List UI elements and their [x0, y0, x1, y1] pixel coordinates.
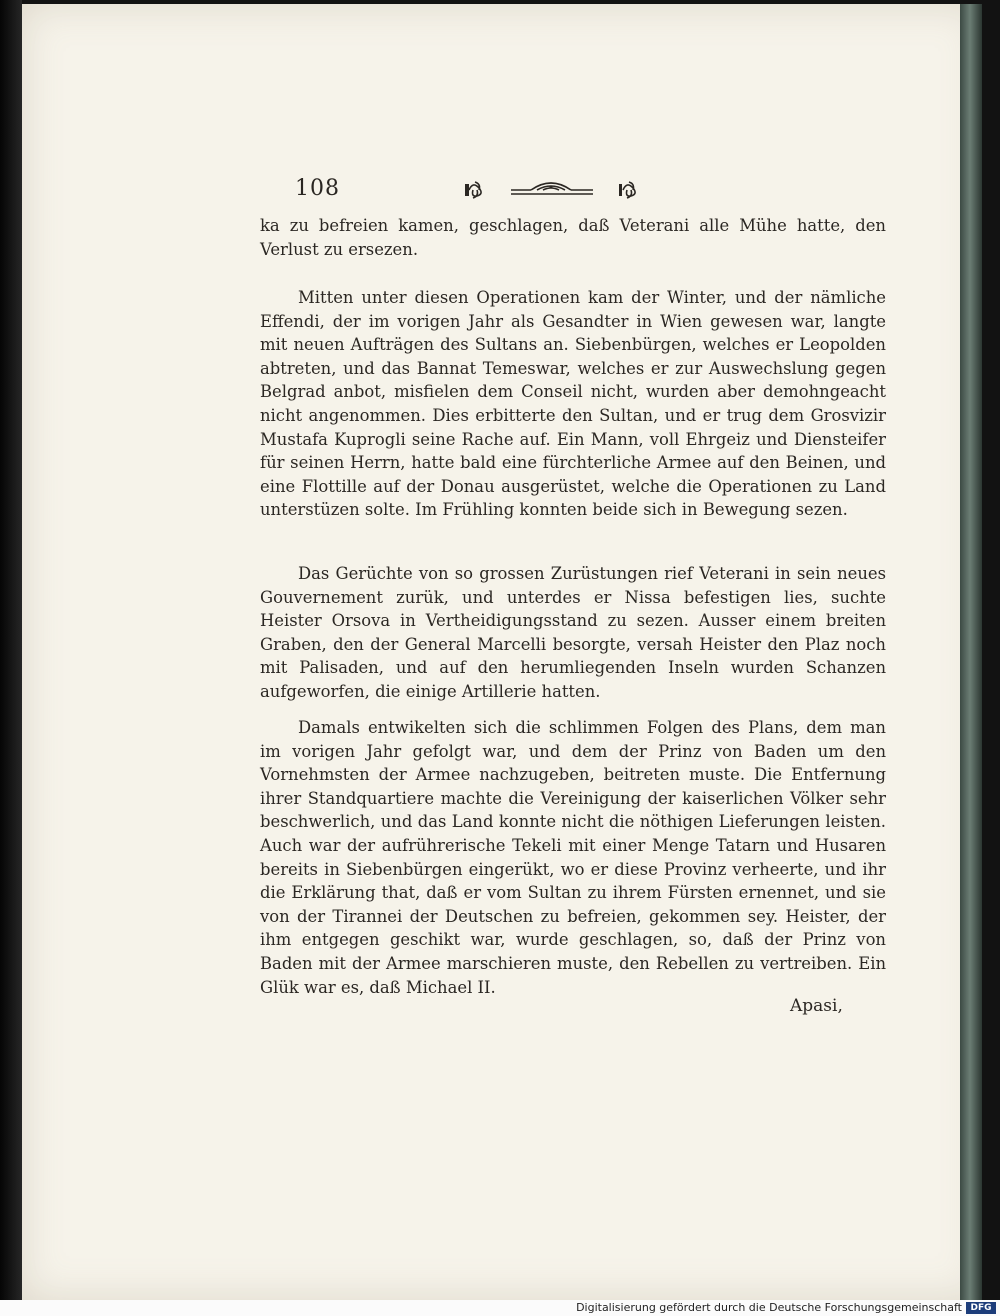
book-gutter — [0, 0, 22, 1310]
page-header — [285, 176, 885, 206]
digitization-footer — [0, 1300, 1000, 1316]
catchword: Apasi, — [790, 996, 843, 1016]
printers-ornament-icon — [463, 178, 653, 202]
paragraph-geruechte: Das Gerüchte von so grossen Zurüstungen rief Veterani in sein neues Gouvernement zurük, und unterdes er Nissa befestigen lies, suchte Heister Orsova in Vertheidigungsstand zu sezen. Ausser einem breiten Graben, den der General Marcelli besorgte, versah Heister den Plaz noch mit Palisaden, und auf den herumliegenden Inseln wurden Schanzen aufgeworfen, die einige Artillerie hatten. — [260, 564, 886, 701]
paragraph-continuation: ka zu befreien kamen, geschlagen, daß Veterani alle Mühe hatte, den Verlust zu ersezen. — [260, 216, 886, 259]
book-cover-edge — [960, 4, 982, 1300]
page-number: 108 — [295, 176, 340, 201]
paragraph-damals: Damals entwikelten sich die schlimmen Folgen des Plans, dem man im vorigen Jahr gefolgt war, und dem der Prinz von Baden um den Vornehmsten der Armee nachzugeben, beitreten muste. Die Entfernung ihrer Standquartiere machte die Vereinigung der kaiserlichen Völker sehr beschwerlich, und das Land konnte nicht die nöthigen Lieferungen leisten. Auch war der aufrührerische Tekeli mit einer Menge Tatarn und Husaren bereits in Siebenbürgen eingerükt, wo er diese Provinz verheerte, und ihr die Erklärung that, daß er vom Sultan zu ihrem Fürsten ernennet, und sie von der Tirannei der Deutschen zu befreien, gekommen sey. Heister, der ihm entgegen geschikt war, wurde geschlagen, so, daß der Prinz von Baden mit der Armee marschieren muste, den Rebellen zu vertreiben. Ein Glük war es, daß Michael II. — [260, 718, 886, 997]
dfg-logo: DFG — [966, 1302, 996, 1314]
funding-credit: Digitalisierung gefördert durch die Deutsche Forschungsgemeinschaft — [576, 1301, 962, 1314]
paragraph-winter: Mitten unter diesen Operationen kam der Winter, und der nämliche Effendi, der im vorigen Jahr als Gesandter in Wien gewesen war, langte mit neuen Aufträgen des Sultans an. Siebenbürgen, welches er Leopolden abtreten, und das Bannat Temeswar, welches er zur Auswechslung gegen Belgrad anbot, misfielen dem Conseil nicht, wurden aber demohngeacht nicht angenommen. Dies erbitterte den Sultan, und er trug dem Grosvizir Mustafa Kuprogli seine Rache auf. Ein Mann, voll Ehrgeiz und Diensteifer für seinen Herrn, hatte bald eine fürchterliche Armee auf den Beinen, und eine Flottille auf der Donau ausgerüstet, welche die Operationen zu Land unterstüzen solte. Im Frühling konnten beide sich in Bewegung sezen. — [260, 288, 886, 520]
